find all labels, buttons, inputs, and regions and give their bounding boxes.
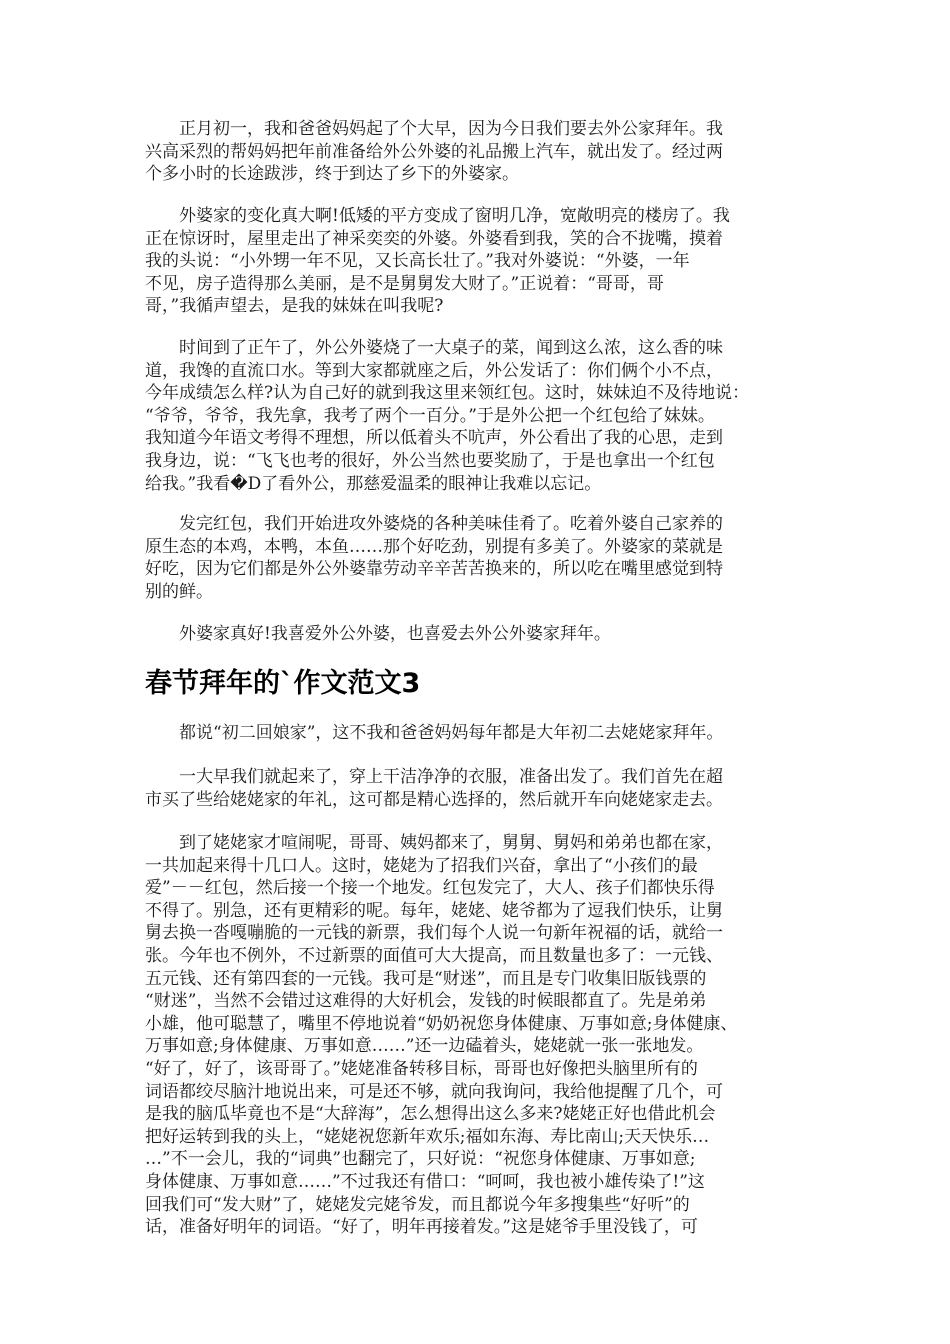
text-line: 爱”－－红包，然后接一个接一个地发。红包发完了，大人、孩子们都快乐得	[145, 878, 715, 899]
text-line: 哥，”我循声望去，是我的妹妹在叫我呢?	[145, 296, 444, 317]
text-line: 原生态的本鸡，本鸭，本鱼……那个好吃劲，别提有多美了。外婆家的菜就是	[145, 536, 723, 557]
text-line: 是我的脑瓜毕竟也不是“大辞海”，怎么想得出这么多来?姥姥正好也借此机会	[145, 1104, 716, 1125]
paragraph-second-day-intro	[145, 722, 825, 745]
text-line: 都说“初二回娘家”，这不我和爸爸妈妈每年都是大年初二去姥姥家拜年。	[145, 723, 724, 743]
paragraph-grandma-house-changes	[145, 205, 825, 318]
text-line: 外婆家的变化真大啊!低矮的平方变成了窗明几净，宽敞明亮的楼房了。我	[145, 206, 730, 226]
text-line: 我的头说：“小外甥一年不见，又长高长壮了。”我对外婆说：“外婆，一年	[145, 251, 690, 272]
text-line: 我知道今年语文考得不理想，所以低着头不吭声，外公看出了我的心思，走到	[145, 428, 723, 449]
paragraph-new-year-morning	[145, 118, 825, 186]
text-line: 正在惊讶时，屋里走出了神采奕奕的外婆。外婆看到我，笑的合不拢嘴，摸着	[145, 228, 723, 249]
text-line: 道，我馋的直流口水。等到大家都就座之后，外公发话了：你们俩个小不点，	[145, 360, 723, 381]
paragraph-noon-red-envelopes	[145, 337, 825, 495]
text-line: 把好运转到我的头上，“姥姥祝您新年欢乐;福如东海、寿比南山;天天快乐…	[145, 1126, 710, 1147]
text-line: 我身边，说：“飞飞也考的很好，外公当然也要奖励了，于是也拿出一个红包	[145, 450, 715, 471]
paragraph-lively-grandma-house	[145, 832, 825, 1239]
text-line: …”不一会儿，我的“词典”也翻完了，只好说：“祝您身体健康、万事如意;	[145, 1149, 696, 1170]
text-line: 舅去换一沓嘎嘣脆的一元钱的新票，我们每个人说一句新年祝福的话，就给一	[145, 923, 723, 944]
text-line: “好了，好了，该哥哥了。”姥姥准备转移目标，哥哥也好像把头脑里所有的	[145, 1058, 698, 1079]
text-line: 话，准备好明年的词语。“好了，明年再接着发。”这是姥爷手里没钱了，可	[145, 1217, 698, 1238]
text-line: 回我们可“发大财”了，姥姥发完姥爷发，而且都说今年多搜集些“好听”的	[145, 1194, 690, 1215]
text-line: “爷爷，爷爷，我先拿，我考了两个一百分。”于是外公把一个红包给了妹妹。	[145, 405, 715, 426]
text-line: 身体健康、万事如意……”不过我还有借口：“呵呵，我也被小雄传染了!”这	[145, 1171, 705, 1192]
text-line: 时间到了正午了，外公外婆烧了一大桌子的菜，闻到这么浓，这么香的味	[145, 338, 723, 358]
text-line: 到了姥姥家才喧闹呢，哥哥、姨妈都来了，舅舅、舅妈和弟弟也都在家，	[145, 833, 723, 853]
paragraph-early-departure	[145, 766, 825, 811]
text-line: 好吃，因为它们都是外公外婆靠劳动辛辛苦苦换来的，所以吃在嘴里感觉到特	[145, 559, 723, 580]
text-line: 市买了些给姥姥家的年礼，这可都是精心选择的，然后就开车向姥姥家走去。	[145, 789, 723, 810]
text-line: 外婆家真好!我喜爱外公外婆，也喜爱去外公外婆家拜年。	[145, 624, 611, 644]
text-line: 张。今年也不例外，不过新票的面值可大大提高，而且数量也多了：一元钱、	[145, 945, 723, 966]
text-line: 万事如意;身体健康、万事如意……”还一边磕着头，姥姥就一张一张地发。	[145, 1036, 704, 1057]
text-line: 个多小时的长途跋涉，终于到达了乡下的外婆家。	[145, 164, 519, 185]
text-line: “财迷”，当然不会错过这难得的大好机会，发钱的时候眼都直了。先是弟弟	[145, 991, 707, 1012]
text-line: 词语都绞尽脑汁地说出来，可是还不够，就向我询问，我给他提醒了几个，可	[145, 1081, 723, 1102]
text-line: 今年成绩怎么样?认为自己好的就到我这里来领红包。这时，妹妹迫不及待地说：	[145, 383, 750, 404]
paragraph-conclusion	[145, 623, 825, 646]
text-line: 给我。”我看�D了看外公，那慈爱温柔的眼神让我难以忘记。	[145, 473, 602, 494]
text-line: 不得了。别急，还有更精彩的呢。每年，姥姥、姥爷都为了逗我们快乐，让舅	[145, 900, 723, 921]
text-line: 正月初一，我和爸爸妈妈起了个大早，因为今日我们要去外公家拜年。我	[145, 119, 723, 139]
section-heading: 春节拜年的`作文范文3	[145, 668, 421, 699]
text-line: 兴高采烈的帮妈妈把年前准备给外公外婆的礼品搬上汽车，就出发了。经过两	[145, 141, 723, 162]
text-line: 小雄，他可聪慧了，嘴里不停地说着“奶奶祝您身体健康、万事如意;身体健康、	[145, 1013, 738, 1034]
text-line: 发完红包，我们开始进攻外婆烧的各种美味佳肴了。吃着外婆自己家养的	[145, 514, 723, 534]
paragraph-feast	[145, 513, 825, 603]
text-line: 一大早我们就起来了，穿上干洁净净的衣服，准备出发了。我们首先在超	[145, 767, 723, 787]
text-line: 不见，房子造得那么美丽，是不是舅舅发大财了。”正说着：“哥哥，哥	[145, 273, 664, 294]
text-line: 五元钱、还有第四套的一元钱。我可是“财迷”，而且是专门收集旧版钱票的	[145, 968, 707, 989]
text-line: 别的鲜。	[145, 581, 213, 602]
text-line: 一共加起来得十几口人。这时，姥姥为了招我们兴奋，拿出了“小孩们的最	[145, 855, 698, 876]
